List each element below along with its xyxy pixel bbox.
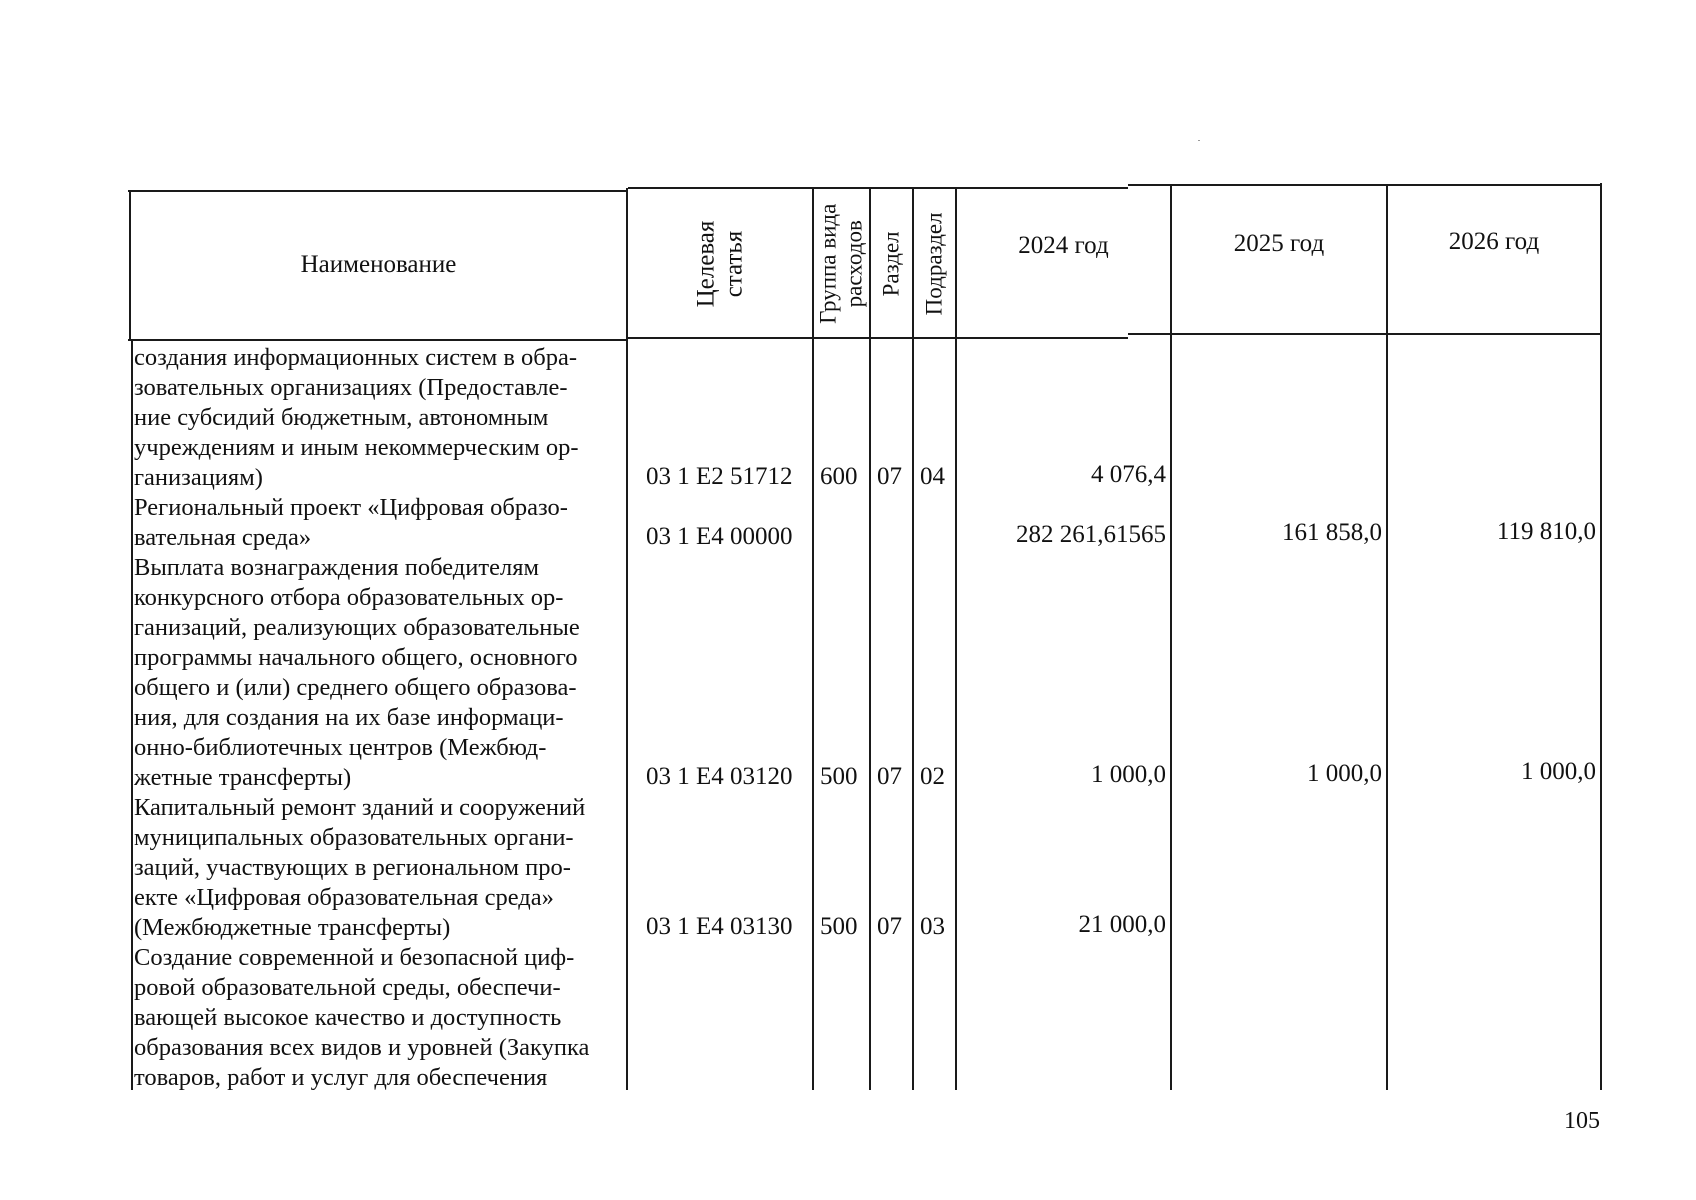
name-line: жетные трансферты) <box>134 764 352 791</box>
amount-2024: 4 076,4 <box>1091 461 1166 488</box>
header-subsection <box>914 190 955 338</box>
subsection-code: 04 <box>920 463 945 490</box>
amount-2026: 1 000,0 <box>1521 758 1596 785</box>
name-line: муниципальных образовательных органи- <box>134 824 574 851</box>
table-border-left <box>131 340 133 1090</box>
header-target-article-text: Целевая статья <box>691 220 747 308</box>
section-code: 07 <box>877 463 902 490</box>
table-row-name <box>134 943 620 1093</box>
name-line: (Межбюджетные трансферты) <box>134 914 451 941</box>
expense-group: 600 <box>820 463 858 490</box>
amount-2025: 1 000,0 <box>1307 760 1382 787</box>
name-line: Региональный проект «Цифровая образо- <box>134 494 568 521</box>
target-article: 03 1 E4 03120 <box>646 763 793 790</box>
name-line: онно-библиотечных центров (Межбюд- <box>134 734 547 761</box>
name-line: ровой образовательной среды, обеспечи- <box>134 974 561 1001</box>
name-line: ганизациям) <box>134 464 263 491</box>
name-line: образования всех видов и уровней (Закупка <box>134 1034 590 1061</box>
header-expense-group <box>814 190 869 338</box>
header-2025-text: 2025 год <box>1233 230 1325 258</box>
header-border-bottom <box>128 339 628 341</box>
table-border-top <box>1128 184 1600 186</box>
expense-group: 500 <box>820 763 858 790</box>
name-line: Выплата вознаграждения победителям <box>134 554 539 581</box>
expense-group: 500 <box>820 913 858 940</box>
header-2025 <box>1172 224 1386 264</box>
amount-2024: 21 000,0 <box>1078 911 1166 938</box>
name-line: конкурсного отбора образовательных ор- <box>134 584 564 611</box>
name-line: ние субсидий бюджетным, автономным <box>134 404 549 431</box>
name-line: заций, участвующих в региональном про- <box>134 854 571 881</box>
table-border-right <box>1600 183 1602 1090</box>
section-code: 07 <box>877 763 902 790</box>
column-divider <box>1386 184 1388 1090</box>
name-line: товаров, работ и услуг для обеспечения <box>134 1064 548 1091</box>
page-number: 105 <box>1564 1108 1600 1134</box>
header-border-bottom <box>1128 333 1600 335</box>
name-line: екте «Цифровая образовательная среда» <box>134 884 554 911</box>
header-section-text: Раздел <box>878 231 904 297</box>
header-target-article <box>628 190 812 338</box>
table-row-name <box>134 493 620 553</box>
header-2026-text: 2026 год <box>1448 228 1540 256</box>
target-article: 03 1 E4 00000 <box>646 523 793 550</box>
name-line: вательная среда» <box>134 524 312 551</box>
table-border-top <box>628 187 1128 189</box>
name-line: учреждениям и иным некоммерческим ор- <box>134 434 579 461</box>
name-line: ния, для создания на их базе информаци- <box>134 704 564 731</box>
scan-speck <box>1198 140 1200 141</box>
name-line: общего и (или) среднего общего образова- <box>134 674 577 701</box>
table-row-name <box>134 343 620 493</box>
target-article: 03 1 E2 51712 <box>646 463 793 490</box>
name-line: ганизаций, реализующих образовательные <box>134 614 580 641</box>
name-line: вающей высокое качество и доступность <box>134 1004 562 1031</box>
header-subsection-text: Подраздел <box>921 212 947 316</box>
amount-2024: 1 000,0 <box>1091 761 1166 788</box>
name-line: Капитальный ремонт зданий и сооружений <box>134 794 586 821</box>
name-line: зовательных организациях (Предоставле- <box>134 374 568 401</box>
subsection-code: 02 <box>920 763 945 790</box>
subsection-code: 03 <box>920 913 945 940</box>
table-row-name <box>134 553 620 793</box>
column-divider <box>955 187 957 1090</box>
header-2026 <box>1388 222 1600 262</box>
amount-2026: 119 810,0 <box>1496 518 1596 545</box>
table-row-name <box>134 793 620 943</box>
name-line: создания информационных систем в обра- <box>134 344 578 371</box>
column-divider <box>1170 185 1172 1090</box>
target-article: 03 1 E4 03130 <box>646 913 793 940</box>
header-name <box>131 190 626 339</box>
header-name-text: Наименование <box>300 250 457 278</box>
header-section <box>871 190 912 338</box>
name-line: программы начального общего, основного <box>134 644 578 671</box>
name-line: Создание современной и безопасной циф- <box>134 944 575 971</box>
header-2024-text: 2024 год <box>1018 232 1109 260</box>
header-expense-group-text: Группа вида расходов <box>815 203 867 325</box>
section-code: 07 <box>877 913 902 940</box>
header-2024 <box>957 226 1170 266</box>
amount-2024: 282 261,61565 <box>1016 521 1166 548</box>
amount-2025: 161 858,0 <box>1282 519 1382 546</box>
